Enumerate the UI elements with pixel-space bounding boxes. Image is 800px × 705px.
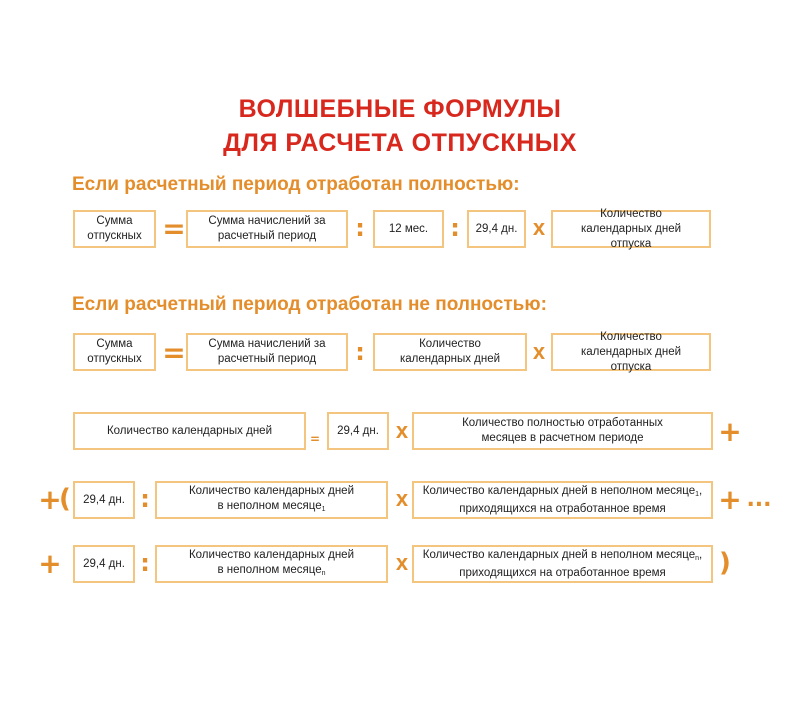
box-vacation-days: Количество календарных дней отпуска: [551, 210, 711, 248]
subscript-index: n: [321, 569, 326, 577]
box-29-4-days: 29,4 дн.: [73, 545, 135, 583]
box-worked-days-month-1: Количество календарных дней в неполном месяце$_1$, приходящихся на отработанное время: [412, 481, 713, 519]
ellipsis: ...: [746, 486, 772, 512]
subscript-index: 1: [321, 505, 326, 513]
open-paren: (: [59, 484, 71, 514]
plus-operator: +: [38, 546, 62, 580]
subscript-index: n: [695, 554, 700, 562]
multiply-operator: x: [532, 339, 546, 364]
colon-operator: :: [355, 338, 365, 366]
colon-operator: :: [450, 214, 460, 242]
box-29-4-days: 29,4 дн.: [467, 210, 526, 248]
box-vacation-pay: Сумма отпускных: [73, 333, 156, 371]
plus-operator: +: [38, 482, 62, 516]
equals-operator: =: [162, 335, 186, 369]
box-days-incomplete-month-n: [155, 545, 388, 583]
box-12-months: 12 мес.: [373, 210, 444, 248]
page-title: [0, 92, 800, 160]
title-line-1: ВОЛШЕБНЫЕ ФОРМУЛЫ: [238, 95, 562, 123]
box-worked-days-suffix: приходящихся на отработанное время: [459, 566, 666, 579]
plus-operator: +: [718, 414, 742, 448]
plus-operator: +: [718, 482, 742, 516]
multiply-operator: x: [532, 215, 546, 240]
box-29-4-days: 29,4 дн.: [327, 412, 389, 450]
box-days-incomplete-label: Количество календарных дней в неполном месяце: [188, 484, 355, 512]
heading-full-period: Если расчетный период отработан полностью:: [72, 174, 520, 195]
box-days-incomplete-month-1: [155, 481, 388, 519]
box-vacation-days: Количество календарных дней отпуска: [551, 333, 711, 371]
box-vacation-pay: Сумма отпускных: [73, 210, 156, 248]
box-calendar-days: Количество календарных дней: [373, 333, 527, 371]
box-worked-days-label: Количество календарных дней в неполном месяце: [422, 548, 696, 561]
colon-operator: :: [140, 549, 150, 577]
equals-operator: =: [162, 211, 186, 245]
subscript-index: 1: [695, 490, 700, 498]
title-line-2: ДЛЯ РАСЧЕТА ОТПУСКНЫХ: [223, 129, 577, 157]
box-worked-days-suffix: приходящихся на отработанное время: [459, 502, 666, 515]
box-29-4-days: 29,4 дн.: [73, 481, 135, 519]
multiply-operator: x: [395, 486, 409, 511]
box-accruals: Сумма начислений за расчетный период: [186, 210, 348, 248]
box-full-months: Количество полностью отработанных месяцев в расчетном периоде: [412, 412, 713, 450]
multiply-operator: x: [395, 418, 409, 443]
close-paren: ): [719, 548, 731, 578]
multiply-operator: x: [395, 550, 409, 575]
colon-operator: :: [140, 485, 150, 513]
heading-partial-period: Если расчетный период отработан не полностью:: [72, 294, 547, 315]
box-worked-days-label: Количество календарных дней в неполном месяце: [422, 484, 696, 497]
box-days-incomplete-label: Количество календарных дней в неполном месяце: [188, 548, 355, 576]
box-accruals: Сумма начислений за расчетный период: [186, 333, 348, 371]
box-calendar-days: Количество календарных дней: [73, 412, 306, 450]
equals-operator: =: [309, 432, 321, 446]
colon-operator: :: [355, 214, 365, 242]
box-worked-days-month-n: Количество календарных дней в неполном месяце$_n$, приходящихся на отработанное время: [412, 545, 713, 583]
